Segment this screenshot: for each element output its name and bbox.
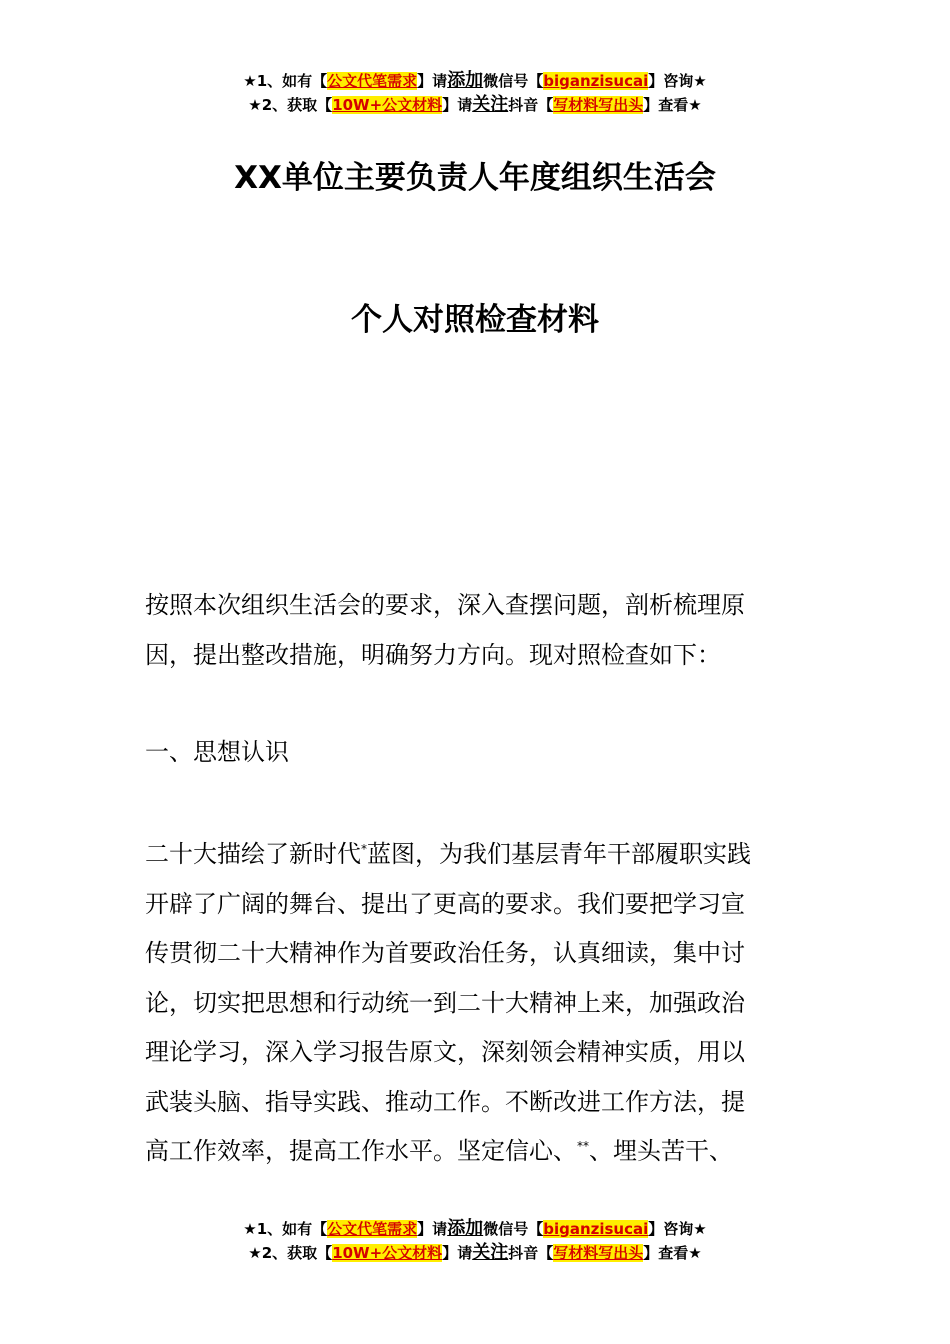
header-banner — [0, 69, 950, 117]
text-line: 武装头脑、指导实践、推动工作。不断改进工作方法，提 — [145, 1087, 745, 1116]
document-title-line-1: XX单位主要负责人年度组织生活会 — [234, 160, 716, 196]
wechat-id-highlight: biganzisucai — [543, 72, 649, 90]
body-paragraph — [145, 830, 810, 1177]
service-highlight: 公文代笔需求 — [327, 72, 418, 90]
text-line: 高工作效率，提高工作水平。坚定信心、**、埋头苦干、 — [145, 1137, 733, 1165]
banner-line-1: ★1、如有【公文代笔需求】请添加微信号【biganzisucai】咨询★ — [243, 70, 707, 91]
footer-banner — [0, 1217, 950, 1265]
banner-line-1: ★1、如有【公文代笔需求】请添加微信号【biganzisucai】咨询★ — [243, 1218, 707, 1239]
douyin-id-highlight: 写材料写出头 — [553, 1244, 644, 1262]
douyin-id-highlight: 写材料写出头 — [553, 96, 644, 114]
service-highlight: 公文代笔需求 — [327, 1220, 418, 1238]
text-line: 因，提出整改措施，明确努力方向。现对照检查如下： — [145, 640, 721, 669]
text-line: 二十大描绘了新时代*蓝图，为我们基层青年干部履职实践 — [145, 840, 751, 868]
document-title-line-2: 个人对照检查材料 — [351, 302, 599, 338]
text-line: 开辟了广阔的舞台、提出了更高的要求。我们要把学习宣 — [145, 889, 745, 918]
materials-highlight: 10W+公文材料 — [332, 96, 443, 114]
materials-highlight: 10W+公文材料 — [332, 1244, 443, 1262]
text-line: 理论学习，深入学习报告原文，深刻领会精神实质，用以 — [145, 1038, 745, 1066]
text-line: 论，切实把思想和行动统一到二十大精神上来，加强政治 — [145, 988, 745, 1017]
section-heading: 一、思想认识 — [145, 738, 289, 766]
text-line: 按照本次组织生活会的要求，深入查摆问题，剖析梳理原 — [145, 591, 745, 619]
wechat-id-highlight: biganzisucai — [543, 1220, 649, 1238]
banner-line-2: ★2、获取【10W+公文材料】请关注抖音【写材料写出头】查看★ — [248, 1242, 702, 1263]
text-line: 传贯彻二十大精神作为首要政治任务，认真细读，集中讨 — [145, 939, 745, 967]
banner-line-2: ★2、获取【10W+公文材料】请关注抖音【写材料写出头】查看★ — [248, 94, 702, 115]
intro-paragraph — [145, 581, 810, 680]
